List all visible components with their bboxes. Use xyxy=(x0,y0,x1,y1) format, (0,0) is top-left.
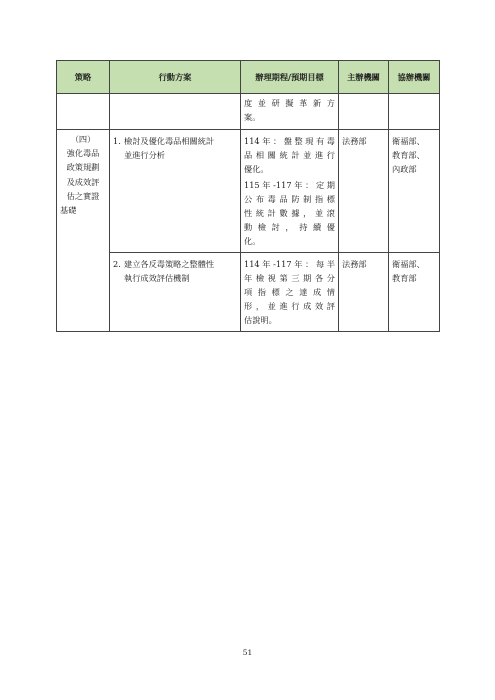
header-lead-agency: 主辦機關 xyxy=(339,61,389,94)
cell-empty-lead xyxy=(339,94,389,130)
header-action-plan: 行動方案 xyxy=(110,61,241,94)
action-line: 執行成效評估機制 xyxy=(124,272,190,283)
table-row-continuation xyxy=(57,94,440,130)
support-line: 內政部 xyxy=(392,164,417,175)
action-text xyxy=(124,257,214,285)
cell-lead-agency: 法務部 xyxy=(339,252,389,331)
target-line: 年檢視第三期各分 xyxy=(244,272,335,283)
target-line: 公布毒品防制指標 xyxy=(244,193,335,204)
header-schedule-target: 辦理期程/預期目標 xyxy=(241,61,339,94)
cell-continued-target xyxy=(241,94,339,130)
action-plan-table xyxy=(56,60,440,332)
support-line: 衛福部、 xyxy=(392,136,425,146)
action-number: 2. xyxy=(113,258,121,269)
strategy-line: 估之實證 xyxy=(66,190,100,201)
cell-action xyxy=(110,130,241,253)
target-line: 品相關統計並進行 xyxy=(244,150,335,161)
action-text xyxy=(124,134,214,162)
cell-empty-strategy xyxy=(57,94,110,130)
target-line: 項指標之達成情 xyxy=(244,287,335,298)
cell-support-agency xyxy=(389,130,440,253)
target-line: 動檢討，持續優 xyxy=(244,222,335,233)
table-row xyxy=(57,130,440,253)
cell-target xyxy=(241,130,339,253)
action-line: 檢討及優化毒品相關統計 xyxy=(124,136,215,146)
action-item xyxy=(113,257,237,285)
header-support-agency: 協辦機關 xyxy=(389,61,440,94)
strategy-line: 政策規劃 xyxy=(66,162,100,173)
action-line: 建立各反毒策略之整體性 xyxy=(124,258,215,269)
target-line: 化。 xyxy=(244,236,261,247)
target-paragraph xyxy=(244,257,335,328)
target-line: 形，並進行成效評 xyxy=(244,301,335,312)
target-line: 114年：盤整現有毒 xyxy=(244,136,335,146)
support-line: 教育部、 xyxy=(392,150,425,161)
target-paragraph xyxy=(244,178,335,249)
action-line: 並進行分析 xyxy=(124,150,165,161)
strategy-line: 及成效評 xyxy=(66,176,100,187)
support-line: 教育部 xyxy=(392,272,417,283)
header-strategy: 策略 xyxy=(57,61,110,94)
target-line: 度並研擬革新方 xyxy=(244,98,335,108)
strategy-line: （四） xyxy=(70,134,96,144)
cell-action xyxy=(110,252,241,331)
action-number: 1. xyxy=(113,136,121,146)
target-line: 優化。 xyxy=(244,164,269,175)
target-line: 性統計數據，並滾 xyxy=(244,208,335,219)
target-line: 115年-117年：定期 xyxy=(244,179,335,190)
table-row xyxy=(57,252,440,331)
target-paragraph xyxy=(244,134,335,177)
target-line: 估說明。 xyxy=(244,315,277,326)
strategy-line: 基礎 xyxy=(60,205,77,216)
table-header-row xyxy=(57,61,440,94)
target-line: 114年-117年：每半 xyxy=(244,258,335,269)
cell-empty-action xyxy=(110,94,241,130)
action-item xyxy=(113,134,237,162)
cell-lead-agency: 法務部 xyxy=(339,130,389,253)
cell-empty-support xyxy=(389,94,440,130)
cell-support-agency xyxy=(389,252,440,331)
cell-strategy xyxy=(57,130,110,332)
target-line: 案。 xyxy=(244,112,261,123)
strategy-line: 強化毒品 xyxy=(66,148,100,159)
cell-target xyxy=(241,252,339,331)
page-number: 51 xyxy=(242,648,253,657)
support-line: 衛福部、 xyxy=(392,258,425,269)
